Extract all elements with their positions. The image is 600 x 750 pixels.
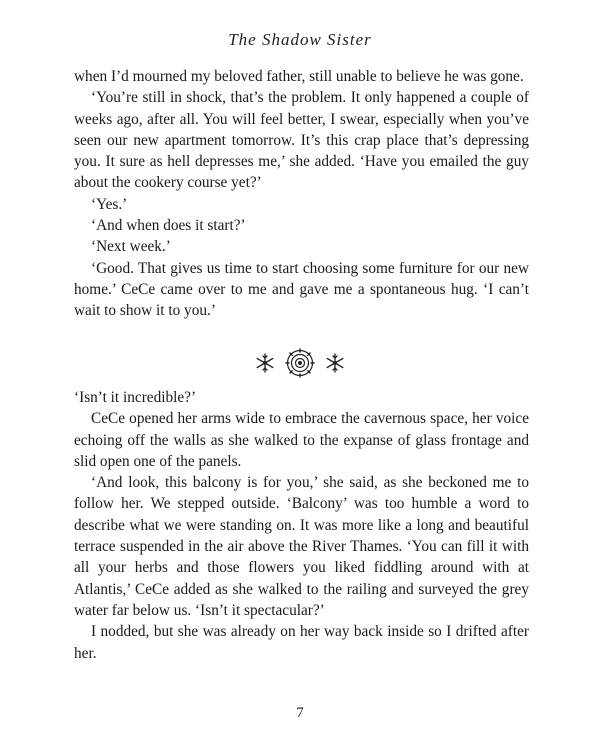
paragraph: ‘You’re still in shock, that’s the problem. It only happened a couple of weeks ago, after all. You will feel better, I swear, especially when you’ve seen our new apartment tomorrow. It’s this crap place that’s depressing you. It sure as hell depresses me,’ she added. ‘Have you emailed the guy about the cookery course yet?’ [74,89,529,192]
snowflake-icon [254,352,276,374]
paragraph: ‘Isn’t it incredible?’ [74,389,197,406]
snowflake-icon [324,352,346,374]
paragraph: ‘And when does it start?’ [91,217,246,235]
paragraph: CeCe opened her arms wide to embrace the cavernous space, her voice echoing off the walls as she walked to the expanse of glass frontage and slid open one of the panels. [74,410,529,470]
paragraph: ‘Yes.’ [91,195,128,213]
page-number: 7 [296,705,304,721]
paragraph: ‘And look, this balcony is for you,’ she said, as she beckoned me to follow her. We stepped outside. ‘Balcony’ was too humble a word to describe what we were standing on. It was more like a long and beautiful terrace suspended in the air above the River Thames. ‘You can fill it with all your herbs and those flowers you liked fiddling around with at Atlantis,’ CeCe added as she walked to the railing and surveyed the grey water far below us. ‘Isn’t it spectacular?’ [74,474,529,619]
rosette-icon [285,348,315,378]
paragraph: I nodded, but she was already on her way back inside so I drifted after her. [74,623,529,662]
section-break-ornament [0,348,600,378]
paragraph: ‘Next week.’ [91,238,171,256]
text-block-bottom [74,387,529,664]
paragraph: when I’d mourned my beloved father, still unable to believe he was gone. [74,68,524,85]
text-block-top [74,66,529,322]
running-head: The Shadow Sister [228,30,372,49]
paragraph: ‘Good. That gives us time to start choosing some furniture for our new home.’ CeCe came over to me and gave me a spontaneous hug. ‘I can’t wait to show it to you.’ [74,259,529,320]
